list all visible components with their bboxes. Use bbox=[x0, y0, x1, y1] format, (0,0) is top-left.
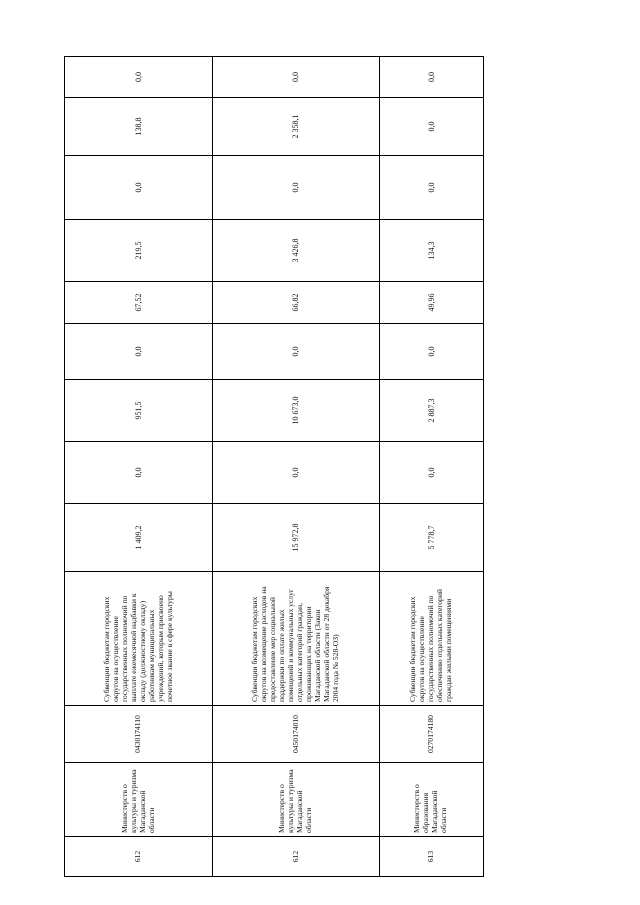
value-cell: 0,0 bbox=[379, 98, 483, 156]
value-cell: 134,3 bbox=[379, 220, 483, 282]
ministry-cell: Министерств о культуры и туризма Магаданской области bbox=[213, 763, 379, 837]
value-cell: 0,0 bbox=[213, 324, 379, 380]
value-cell: 138,8 bbox=[65, 98, 213, 156]
value-cell: 0,0 bbox=[213, 156, 379, 220]
value-cell: 0,0 bbox=[379, 57, 483, 98]
value-cell: 10 673,0 bbox=[213, 380, 379, 442]
value-cell: 1 409,2 bbox=[65, 504, 213, 572]
budget-code-cell: 0430174110 bbox=[65, 706, 213, 763]
value-cell: 67,52 bbox=[65, 282, 213, 324]
budget-code-cell: 0270174180 bbox=[379, 706, 483, 763]
value-cell: 66,82 bbox=[213, 282, 379, 324]
row-number-cell: 612 bbox=[213, 837, 379, 877]
description-cell: Субвенции бюджетам городских округов на возмещение расходов на предоставление мер социальной поддержки по оплате жилых помещений и коммунальных услуг отдельных категорий граждан, проживающих на территории Магаданской области (Закон Магаданской области от 28 декабря 2004 года № 528-ОЗ) bbox=[213, 572, 379, 706]
value-cell: 0,0 bbox=[65, 156, 213, 220]
table-row bbox=[379, 57, 483, 877]
value-cell: 0,0 bbox=[379, 442, 483, 504]
table-row bbox=[65, 57, 213, 877]
rotated-table-page bbox=[64, 57, 484, 877]
value-cell: 0,0 bbox=[379, 324, 483, 380]
value-cell: 49,96 bbox=[379, 282, 483, 324]
value-cell: 2 358,1 bbox=[213, 98, 379, 156]
description-cell: Субвенции бюджетам городских округов на осуществление государственных полномочий по обеспечению отдельных категорий граждан жилыми помещениями bbox=[379, 572, 483, 706]
value-cell: 219,5 bbox=[65, 220, 213, 282]
table-row bbox=[213, 57, 379, 877]
value-cell: 951,5 bbox=[65, 380, 213, 442]
value-cell: 0,0 bbox=[379, 156, 483, 220]
ministry-cell: Министерств о образования Магаданской области bbox=[379, 763, 483, 837]
budget-table bbox=[64, 56, 484, 877]
value-cell: 3 426,8 bbox=[213, 220, 379, 282]
row-number-cell: 612 bbox=[65, 837, 213, 877]
description-cell: Субвенции бюджетам городских округов на осуществление государственных полномочий по выплате ежемесячной надбавки к окладу (должностному окладу) работникам муниципальных учреждений, которым присвоено почетное звание в сфере культуры bbox=[65, 572, 213, 706]
value-cell: 0,0 bbox=[65, 324, 213, 380]
ministry-cell: Министерств о культуры и туризма Магаданской области bbox=[65, 763, 213, 837]
value-cell: 15 972,8 bbox=[213, 504, 379, 572]
value-cell: 0,0 bbox=[65, 442, 213, 504]
value-cell: 0,0 bbox=[65, 57, 213, 98]
budget-code-cell: 0450174010 bbox=[213, 706, 379, 763]
value-cell: 5 778,7 bbox=[379, 504, 483, 572]
row-number-cell: 613 bbox=[379, 837, 483, 877]
value-cell: 0,0 bbox=[213, 442, 379, 504]
value-cell: 2 887,3 bbox=[379, 380, 483, 442]
value-cell: 0,0 bbox=[213, 57, 379, 98]
